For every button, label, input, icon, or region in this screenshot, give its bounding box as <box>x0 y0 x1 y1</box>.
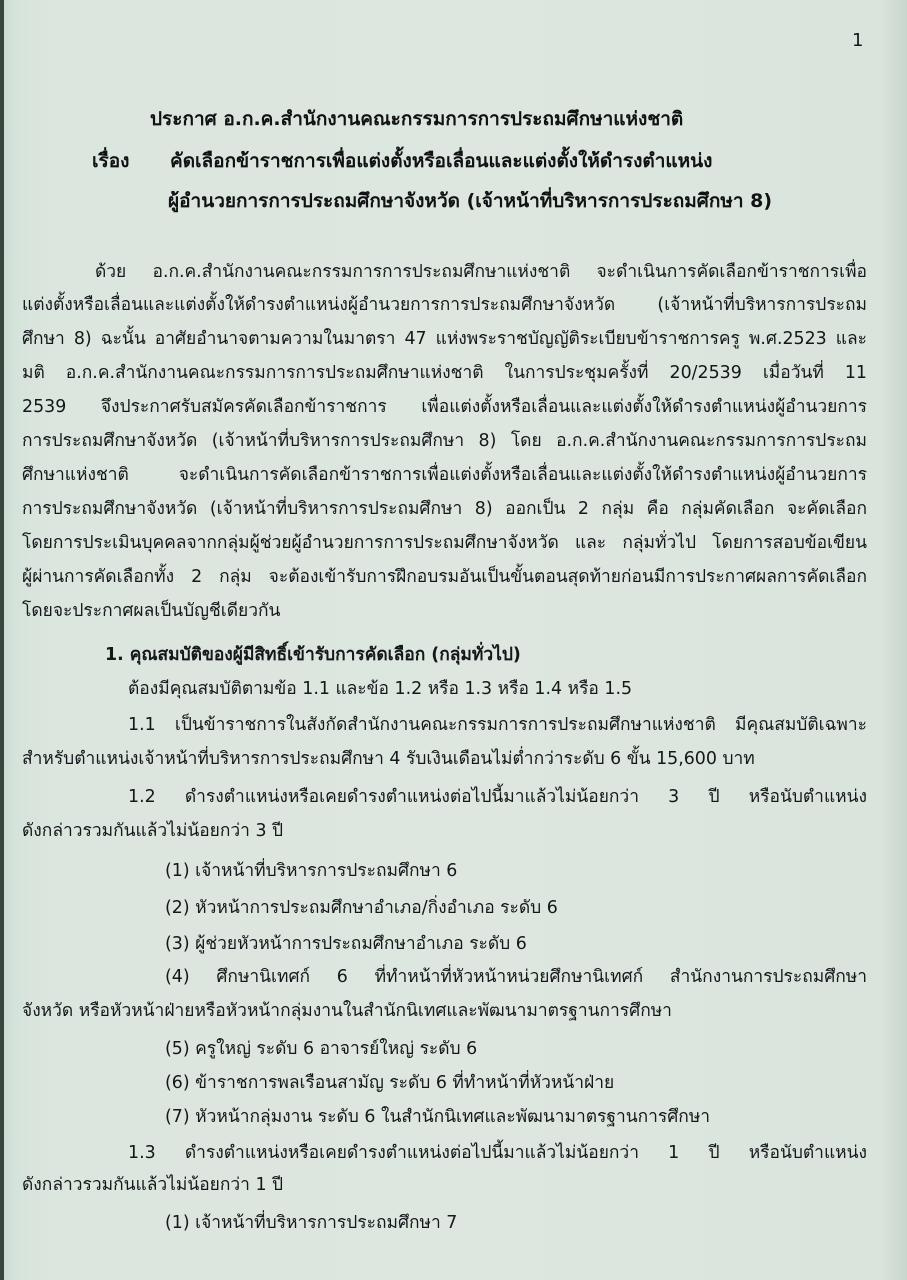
body-line-1: ด้วย อ.ก.ค.สำนักงานคณะกรรมการการประถมศึกษาแห่งชาติ จะดำเนินการคัดเลือกข้าราชการเพื่อ <box>95 262 867 282</box>
clause-1-2-item-4: (4) ศึกษานิเทศก์ 6 ที่ทำหน้าที่หัวหน้าหน่วยศึกษานิเทศก์ สำนักงานการประถมศึกษา <box>165 967 867 987</box>
body-line-9: โดยการประเมินบุคคลจากกลุ่มผู้ช่วยผู้อำนวยการการประถมศึกษาจังหวัด และ กลุ่มทั่วไป โดยการสอบข้อเขียน <box>22 533 867 553</box>
clause-1-2-item-7: (7) หัวหน้ากลุ่มงาน ระดับ 6 ในสำนักนิเทศและพัฒนามาตรฐานการศึกษา <box>165 1107 711 1127</box>
title-line-3: ผู้อำนวยการการประถมศึกษาจังหวัด (เจ้าหน้าที่บริหารการประถมศึกษา 8) <box>168 190 773 212</box>
section-1-heading: 1. คุณสมบัติของผู้มีสิทธิ์เข้ารับการคัดเลือก (กลุ่มทั่วไป) <box>105 645 521 665</box>
title-subject-label: เรื่อง <box>92 150 130 172</box>
title-line-1: ประกาศ อ.ก.ค.สำนักงานคณะกรรมการการประถมศึกษาแห่งชาติ <box>150 108 684 130</box>
scan-edge <box>0 0 4 1280</box>
section-1-intro: ต้องมีคุณสมบัติตามข้อ 1.1 และข้อ 1.2 หรือ 1.3 หรือ 1.4 หรือ 1.5 <box>128 679 633 699</box>
clause-1-2-item-4-cont: จังหวัด หรือหัวหน้าฝ่ายหรือหัวหน้ากลุ่มงานในสำนักนิเทศและพัฒนามาตรฐานการศึกษา <box>22 1001 672 1021</box>
body-line-5: 2539 จึงประกาศรับสมัครคัดเลือกข้าราชการ เพื่อแต่งตั้งหรือเลื่อนและแต่งตั้งให้ดำรงตำแหน่งผู้อำนวยการ <box>22 397 867 417</box>
clause-1-3-line-1: 1.3 ดำรงตำแหน่งหรือเคยดำรงตำแหน่งต่อไปนี้มาแล้วไม่น้อยกว่า 1 ปี หรือนับตำแหน่ง <box>128 1143 867 1163</box>
clause-1-1-line-2: สำหรับตำแหน่งเจ้าหน้าที่บริหารการประถมศึกษา 4 รับเงินเดือนไม่ต่ำกว่าระดับ 6 ขั้น 15,600 บาท <box>22 749 755 769</box>
clause-1-2-item-3: (3) ผู้ช่วยหัวหน้าการประถมศึกษาอำเภอ ระดับ 6 <box>165 934 527 954</box>
clause-1-3-item-1: (1) เจ้าหน้าที่บริหารการประถมศึกษา 7 <box>165 1213 458 1233</box>
clause-1-1-line-1: 1.1 เป็นข้าราชการในสังกัดสำนักงานคณะกรรมการการประถมศึกษาแห่งชาติ มีคุณสมบัติเฉพาะ <box>128 715 867 735</box>
body-line-7: ศึกษาแห่งชาติ จะดำเนินการคัดเลือกข้าราชการเพื่อแต่งตั้งหรือเลื่อนและแต่งตั้งให้ดำรงตำแหน่งผู้อำนวยการ <box>22 465 867 485</box>
body-line-3: ศึกษา 8) ฉะนั้น อาศัยอำนาจตามความในมาตรา 47 แห่งพระราชบัญญัติระเบียบข้าราชการครู พ.ศ.2523 และ <box>22 329 867 349</box>
clause-1-3-line-2: ดังกล่าวรวมกันแล้วไม่น้อยกว่า 1 ปี <box>22 1175 284 1195</box>
clause-1-2-item-1: (1) เจ้าหน้าที่บริหารการประถมศึกษา 6 <box>165 861 458 881</box>
body-line-8: การประถมศึกษาจังหวัด (เจ้าหน้าที่บริหารการประถมศึกษา 8) ออกเป็น 2 กลุ่ม คือ กลุ่มคัดเลือก จะคัดเลือก <box>22 499 867 519</box>
body-line-6: การประถมศึกษาจังหวัด (เจ้าหน้าที่บริหารการประถมศึกษา 8) โดย อ.ก.ค.สำนักงานคณะกรรมการการประถม <box>22 431 867 451</box>
clause-1-2-item-5: (5) ครูใหญ่ ระดับ 6 อาจารย์ใหญ่ ระดับ 6 <box>165 1039 478 1059</box>
clause-1-2-item-6: (6) ข้าราชการพลเรือนสามัญ ระดับ 6 ที่ทำหน้าที่หัวหน้าฝ่าย <box>165 1073 615 1093</box>
body-line-11: โดยจะประกาศผลเป็นบัญชีเดียวกัน <box>22 601 281 621</box>
clause-1-2-line-1: 1.2 ดำรงตำแหน่งหรือเคยดำรงตำแหน่งต่อไปนี้มาแล้วไม่น้อยกว่า 3 ปี หรือนับตำแหน่ง <box>128 787 867 807</box>
title-line-2: คัดเลือกข้าราชการเพื่อแต่งตั้งหรือเลื่อนและแต่งตั้งให้ดำรงตำแหน่ง <box>170 150 713 172</box>
page-number: 1 <box>852 30 864 51</box>
body-line-2: แต่งตั้งหรือเลื่อนและแต่งตั้งให้ดำรงตำแหน่งผู้อำนวยการการประถมศึกษาจังหวัด (เจ้าหน้าที่บริหารการประถม <box>22 295 867 315</box>
body-line-10: ผู้ผ่านการคัดเลือกทั้ง 2 กลุ่ม จะต้องเข้ารับการฝึกอบรมอันเป็นขั้นตอนสุดท้ายก่อนมีการประกาศผลการคัดเลือก <box>22 567 867 587</box>
clause-1-2-item-2: (2) หัวหน้าการประถมศึกษาอำเภอ/กิ่งอำเภอ ระดับ 6 <box>165 898 558 918</box>
body-line-4: มติ อ.ก.ค.สำนักงานคณะกรรมการการประถมศึกษาแห่งชาติ ในการประชุมครั้งที่ 20/2539 เมื่อวันที่ 11 <box>22 363 867 383</box>
clause-1-2-line-2: ดังกล่าวรวมกันแล้วไม่น้อยกว่า 3 ปี <box>22 821 284 841</box>
